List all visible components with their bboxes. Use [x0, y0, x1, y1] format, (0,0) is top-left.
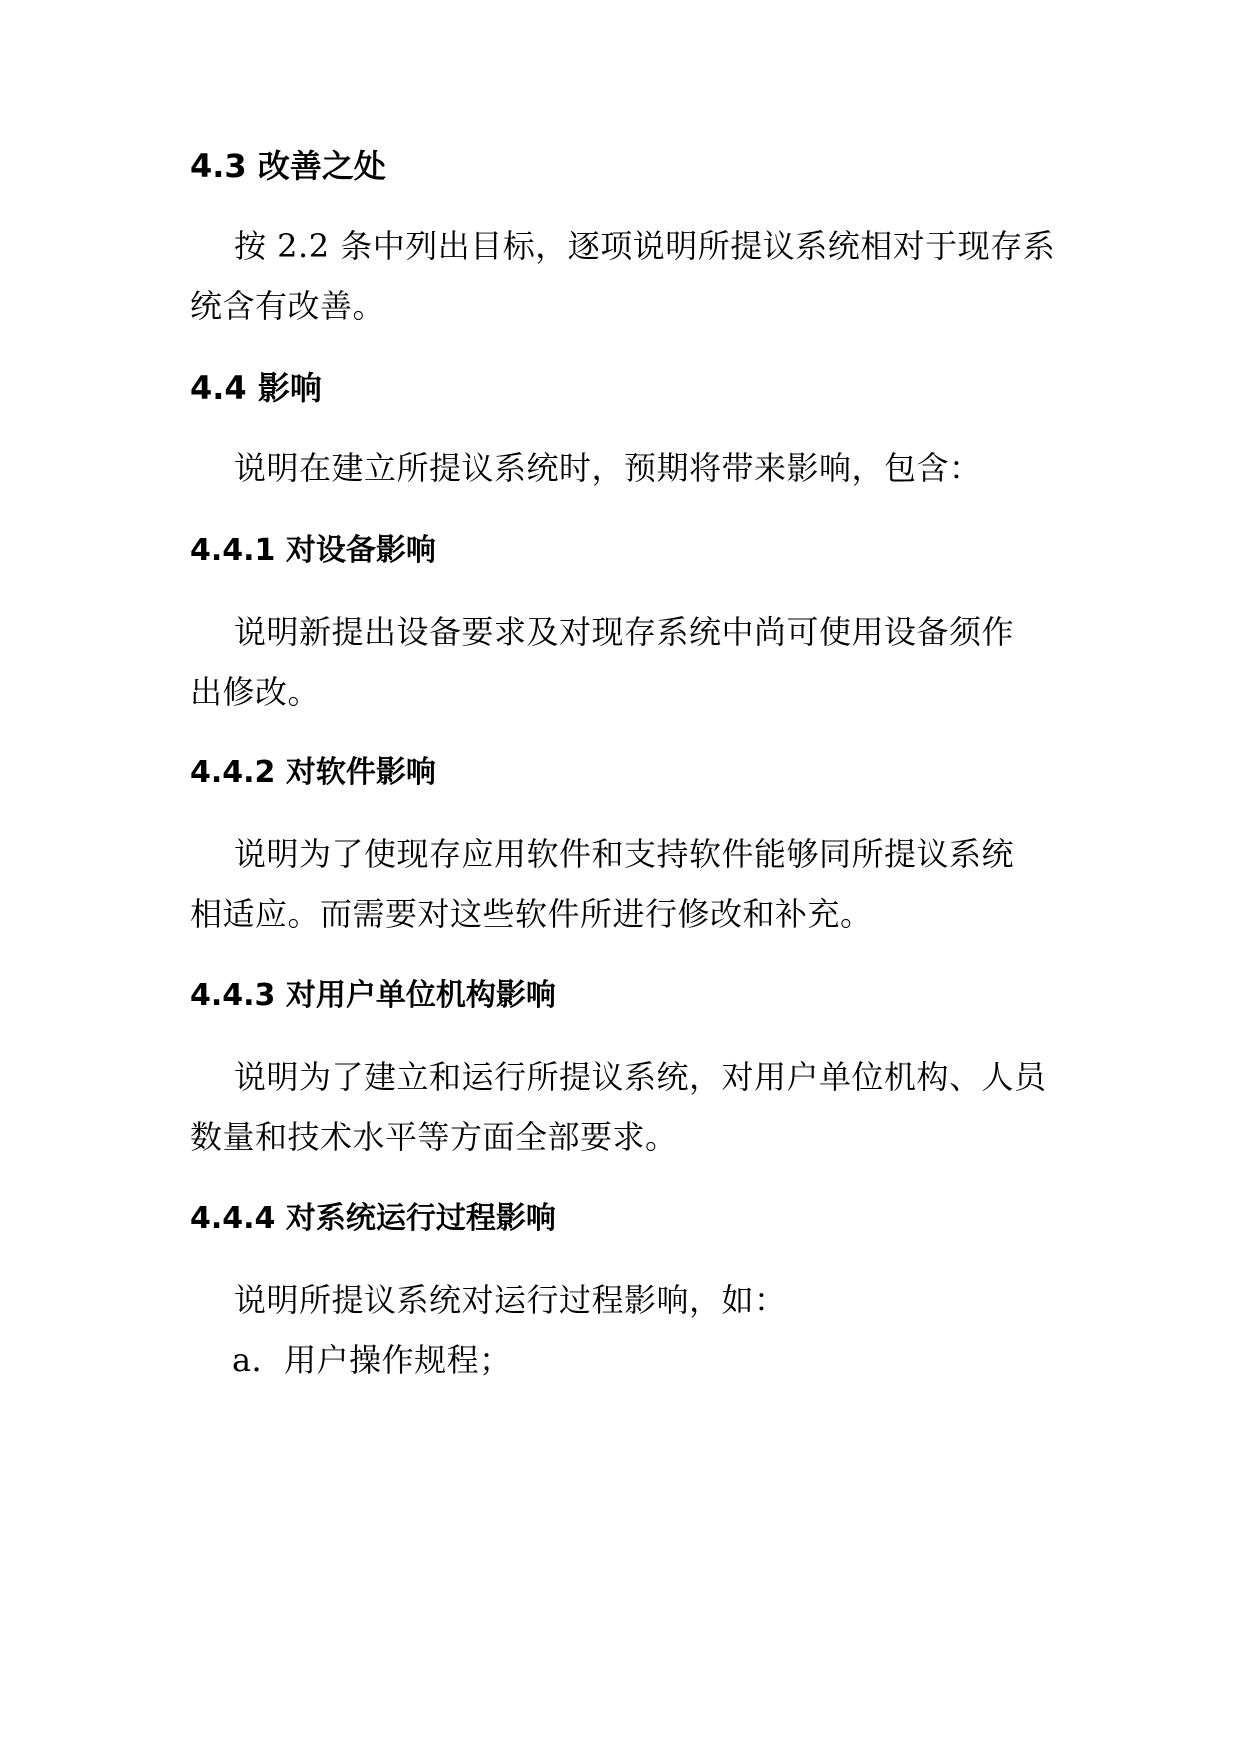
paragraph-line: 说明所提议系统对运行过程影响，如： — [234, 1281, 787, 1319]
paragraph-line: 说明为了建立和运行所提议系统，对用户单位机构、人员 — [234, 1058, 1047, 1096]
list-item: a．用户操作规程； — [232, 1341, 512, 1379]
paragraph-line: 数量和技术水平等方面全部要求。 — [190, 1118, 678, 1156]
section-heading-4-4: 4.4 影响 — [190, 369, 322, 407]
paragraph-line: 相适应。而需要对这些软件所进行修改和补充。 — [190, 895, 873, 933]
section-heading-4-4-3: 4.4.3 对用户单位机构影响 — [190, 978, 556, 1013]
paragraph-line: 说明为了使现存应用软件和支持软件能够同所提议系统 — [234, 835, 1015, 873]
section-heading-4-4-2: 4.4.2 对软件影响 — [190, 755, 436, 790]
section-heading-4-4-1: 4.4.1 对设备影响 — [190, 533, 436, 568]
section-heading-4-4-4: 4.4.4 对系统运行过程影响 — [190, 1201, 556, 1236]
paragraph-line: 按 2.2 条中列出目标，逐项说明所提议系统相对于现存系 — [234, 227, 1056, 265]
paragraph-line: 说明新提出设备要求及对现存系统中尚可使用设备须作 — [234, 613, 1015, 651]
section-heading-4-3: 4.3 改善之处 — [190, 147, 386, 185]
paragraph-line: 说明在建立所提议系统时，预期将带来影响，包含： — [234, 449, 982, 487]
paragraph-line: 出修改。 — [190, 673, 321, 711]
paragraph-line: 统含有改善。 — [190, 287, 386, 325]
